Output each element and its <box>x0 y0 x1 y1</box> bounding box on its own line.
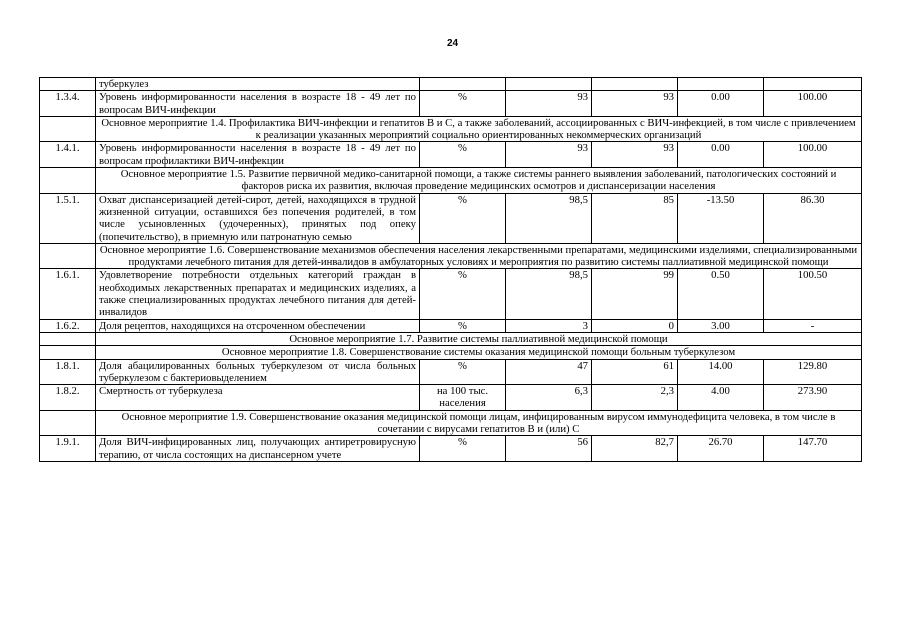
table-row <box>40 359 862 385</box>
unit-cell: % <box>420 269 506 319</box>
section-heading-cell: Основное мероприятие 1.4. Профилактика ВИЧ-инфекции и гепатитов B и C, а также заболеваний, ассоциированных с ВИЧ-инфекцией, в том числе с привлечением к реализации указанных мероприятий социально ориентированных некоммерческих организаций <box>96 116 862 142</box>
plan-value-cell: 98,5 <box>506 269 592 319</box>
table-row <box>40 269 862 319</box>
fact-value-cell: 2,3 <box>592 385 678 411</box>
plan-value-cell: 3 <box>506 319 592 332</box>
percent-cell: 147.70 <box>764 436 862 462</box>
percent-cell: 100.50 <box>764 269 862 319</box>
table-row <box>40 193 862 243</box>
unit-cell: % <box>420 193 506 243</box>
indicator-name-cell: Удовлетворение потребности отдельных категорий граждан в необходимых лекарственных препаратах и медицинских изделиях, а также специализированных продуктах лечебного питания для детей-инвалидов <box>96 269 420 319</box>
indicator-name-cell: Доля абацилированных больных туберкулезом от числа больных туберкулезом с бактериовыделением <box>96 359 420 385</box>
value-cell <box>678 78 764 91</box>
fact-value-cell: 93 <box>592 142 678 168</box>
section-heading-cell: Основное мероприятие 1.8. Совершенствование системы оказания медицинской помощи больным туберкулезом <box>96 346 862 359</box>
row-code-cell <box>40 332 96 345</box>
row-code-cell: 1.8.1. <box>40 359 96 385</box>
page-number: 24 <box>446 38 459 49</box>
value-cell <box>506 78 592 91</box>
table-row <box>40 332 862 345</box>
row-code-cell: 1.4.1. <box>40 142 96 168</box>
row-code-cell: 1.6.2. <box>40 319 96 332</box>
deviation-cell: 0.00 <box>678 91 764 117</box>
row-code-cell: 1.9.1. <box>40 436 96 462</box>
fact-value-cell: 0 <box>592 319 678 332</box>
row-code-cell <box>40 78 96 91</box>
fact-value-cell: 85 <box>592 193 678 243</box>
row-code-cell <box>40 168 96 194</box>
deviation-cell: 4.00 <box>678 385 764 411</box>
table-row <box>40 168 862 194</box>
plan-value-cell: 6,3 <box>506 385 592 411</box>
fact-value-cell: 61 <box>592 359 678 385</box>
deviation-cell: -13.50 <box>678 193 764 243</box>
table-row <box>40 142 862 168</box>
percent-cell: 129.80 <box>764 359 862 385</box>
value-cell <box>764 78 862 91</box>
row-code-cell <box>40 243 96 269</box>
indicator-name-cell: Доля рецептов, находящихся на отсроченном обеспечении <box>96 319 420 332</box>
plan-value-cell: 93 <box>506 142 592 168</box>
table-row <box>40 385 862 411</box>
row-code-cell <box>40 116 96 142</box>
percent-cell: 100.00 <box>764 142 862 168</box>
indicator-name-cell: Смертность от туберкулеза <box>96 385 420 411</box>
table-row <box>40 91 862 117</box>
row-code-cell: 1.8.2. <box>40 385 96 411</box>
percent-cell: 273.90 <box>764 385 862 411</box>
percent-cell: 86.30 <box>764 193 862 243</box>
unit-cell: % <box>420 436 506 462</box>
table-row <box>40 410 862 436</box>
deviation-cell: 0.50 <box>678 269 764 319</box>
deviation-cell: 3.00 <box>678 319 764 332</box>
plan-value-cell: 98,5 <box>506 193 592 243</box>
section-heading-cell: Основное мероприятие 1.6. Совершенствование механизмов обеспечения населения лекарственными препаратами, медицинскими изделиями, специализированными продуктами лечебного питания для детей-инвалидов в амбулаторных условиях и мероприятия по развитию системы паллиативной медицинской помощи <box>96 243 862 269</box>
table-row <box>40 78 862 91</box>
percent-cell: - <box>764 319 862 332</box>
table-row <box>40 243 862 269</box>
row-code-cell: 1.6.1. <box>40 269 96 319</box>
percent-cell: 100.00 <box>764 91 862 117</box>
table-row <box>40 116 862 142</box>
unit-cell: на 100 тыс. населения <box>420 385 506 411</box>
fact-value-cell: 82,7 <box>592 436 678 462</box>
row-code-cell <box>40 410 96 436</box>
row-code-cell: 1.5.1. <box>40 193 96 243</box>
row-code-cell <box>40 346 96 359</box>
unit-cell: % <box>420 142 506 168</box>
table-row <box>40 319 862 332</box>
unit-cell: % <box>420 91 506 117</box>
value-cell <box>420 78 506 91</box>
unit-cell: % <box>420 319 506 332</box>
indicator-name-cell: Уровень информированности населения в возрасте 18 - 49 лет по вопросам ВИЧ-инфекции <box>96 91 420 117</box>
table-row <box>40 346 862 359</box>
deviation-cell: 0.00 <box>678 142 764 168</box>
deviation-cell: 14.00 <box>678 359 764 385</box>
fact-value-cell: 93 <box>592 91 678 117</box>
plan-value-cell: 93 <box>506 91 592 117</box>
deviation-cell: 26.70 <box>678 436 764 462</box>
section-heading-cell: Основное мероприятие 1.7. Развитие системы паллиативной медицинской помощи <box>96 332 862 345</box>
plan-value-cell: 47 <box>506 359 592 385</box>
indicator-name-cell: Доля ВИЧ-инфицированных лиц, получающих антиретровирусную терапию, от числа состоящих на диспансерном учете <box>96 436 420 462</box>
row-code-cell: 1.3.4. <box>40 91 96 117</box>
value-cell <box>592 78 678 91</box>
unit-cell: % <box>420 359 506 385</box>
indicators-table <box>39 77 862 462</box>
table-row <box>40 436 862 462</box>
indicator-name-cell: туберкулез <box>96 78 420 91</box>
section-heading-cell: Основное мероприятие 1.9. Совершенствование оказания медицинской помощи лицам, инфицированным вирусом иммунодефицита человека, в том числе в сочетании с вирусами гепатитов B и (или) C <box>96 410 862 436</box>
indicator-name-cell: Уровень информированности населения в возрасте 18 - 49 лет по вопросам профилактики ВИЧ-инфекции <box>96 142 420 168</box>
indicator-name-cell: Охват диспансеризацией детей-сирот, детей, находящихся в трудной жизненной ситуации, оставшихся без попечения родителей, в том числе усыновленных (удочеренных), принятых под опеку (попечительство), в приемную или патронатную семью <box>96 193 420 243</box>
plan-value-cell: 56 <box>506 436 592 462</box>
section-heading-cell: Основное мероприятие 1.5. Развитие первичной медико-санитарной помощи, а также системы раннего выявления заболеваний, патологических состояний и факторов риска их развития, включая проведение медицинских осмотров и диспансеризации населения <box>96 168 862 194</box>
fact-value-cell: 99 <box>592 269 678 319</box>
